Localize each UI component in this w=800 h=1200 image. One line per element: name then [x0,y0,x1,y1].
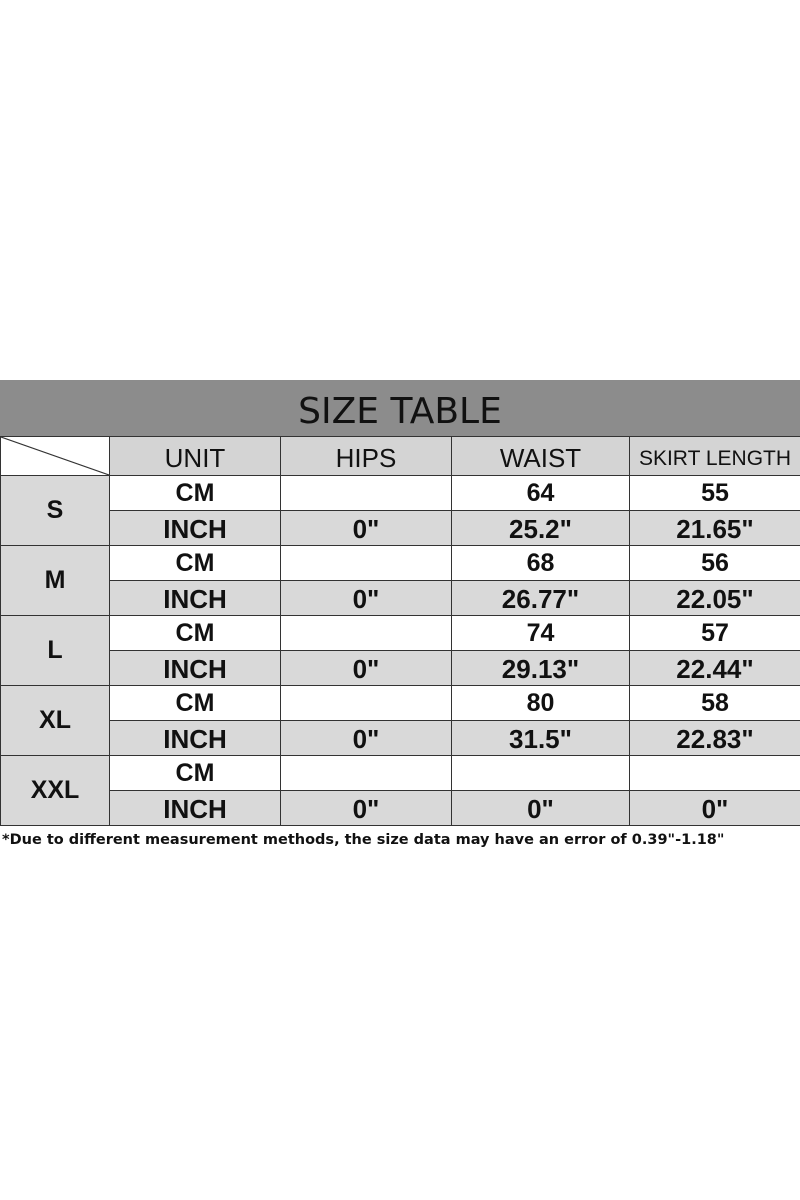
waist-cell: 80 [452,686,630,721]
skirt-length-cell: 22.83" [630,721,800,756]
unit-cell: INCH [110,791,281,826]
waist-cell: 64 [452,476,630,511]
size-label: XL [1,686,110,756]
skirt-length-cell: 22.44" [630,651,800,686]
hips-cell [281,476,452,511]
header-waist: WAIST [452,437,630,476]
skirt-length-cell: 55 [630,476,800,511]
waist-cell: 26.77" [452,581,630,616]
table-title: SIZE TABLE [0,380,800,436]
waist-cell [452,756,630,791]
hips-cell [281,686,452,721]
table-row [1,546,800,581]
measurement-note: *Due to different measurement methods, the size data may have an error of 0.39"-1.18" [2,832,725,848]
waist-cell: 31.5" [452,721,630,756]
unit-cell: CM [110,756,281,791]
size-label: S [1,476,110,546]
table-row [1,616,800,651]
header-skirt-length: SKIRT LENGTH [630,437,800,476]
skirt-length-cell: 0" [630,791,800,826]
table-row [1,791,800,826]
waist-cell: 74 [452,616,630,651]
table-row [1,581,800,616]
waist-cell: 68 [452,546,630,581]
waist-cell: 25.2" [452,511,630,546]
table-row [1,511,800,546]
unit-cell: INCH [110,511,281,546]
size-table [0,380,800,848]
skirt-length-cell [630,756,800,791]
size-label: XXL [1,756,110,826]
waist-cell: 29.13" [452,651,630,686]
size-label: L [1,616,110,686]
header-unit: UNIT [110,437,281,476]
size-label: M [1,546,110,616]
header-hips: HIPS [281,437,452,476]
hips-cell: 0" [281,511,452,546]
unit-cell: INCH [110,651,281,686]
unit-cell: INCH [110,721,281,756]
unit-cell: CM [110,476,281,511]
hips-cell [281,546,452,581]
hips-cell: 0" [281,651,452,686]
unit-cell: CM [110,686,281,721]
table-row [1,476,800,511]
hips-cell [281,756,452,791]
table-row [1,651,800,686]
skirt-length-cell: 56 [630,546,800,581]
size-chart-grid [0,436,800,826]
diagonal-divider-icon [1,437,109,475]
hips-cell: 0" [281,791,452,826]
waist-cell: 0" [452,791,630,826]
hips-cell: 0" [281,581,452,616]
table-row [1,721,800,756]
hips-cell [281,616,452,651]
skirt-length-cell: 57 [630,616,800,651]
hips-cell: 0" [281,721,452,756]
header-row [1,437,800,476]
skirt-length-cell: 58 [630,686,800,721]
unit-cell: CM [110,546,281,581]
unit-cell: CM [110,616,281,651]
table-row [1,756,800,791]
skirt-length-cell: 22.05" [630,581,800,616]
table-row [1,686,800,721]
corner-cell [1,437,110,476]
unit-cell: INCH [110,581,281,616]
skirt-length-cell: 21.65" [630,511,800,546]
